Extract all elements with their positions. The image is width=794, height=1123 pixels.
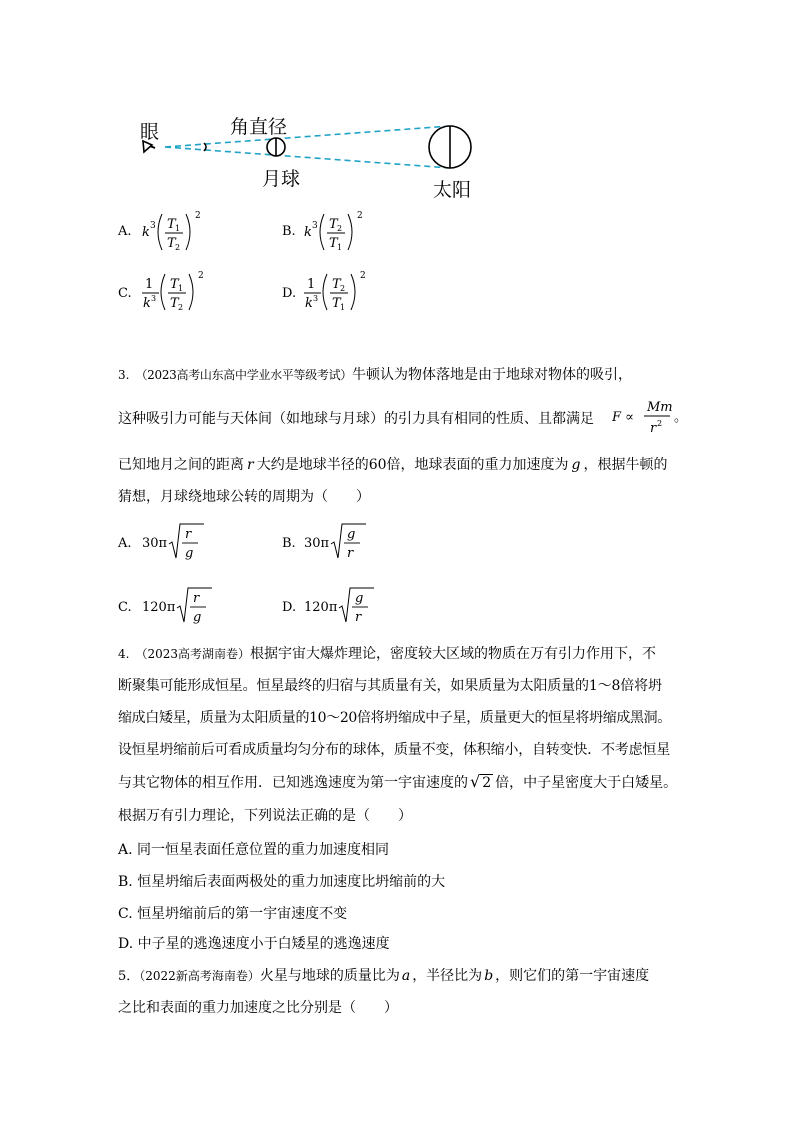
svg-text:3: 3 bbox=[312, 221, 318, 231]
q4-line-6: 根据万有引力理论，下列说法正确的是（ ） bbox=[118, 808, 412, 824]
sun-label: 太阳 bbox=[433, 179, 472, 201]
svg-text:2: 2 bbox=[357, 211, 363, 221]
svg-text:F ∝: F ∝ bbox=[612, 410, 634, 425]
moon-icon bbox=[267, 138, 285, 156]
svg-text:2: 2 bbox=[175, 243, 181, 252]
svg-text:g: g bbox=[193, 610, 202, 625]
angular-diameter-figure bbox=[120, 100, 500, 200]
svg-text:2: 2 bbox=[198, 271, 204, 281]
eye-label: 眼 bbox=[140, 121, 160, 143]
svg-text:120π: 120π bbox=[142, 600, 176, 615]
svg-text:T: T bbox=[332, 296, 341, 311]
option-letter: A. bbox=[118, 224, 132, 239]
svg-text:1: 1 bbox=[307, 277, 316, 292]
svg-text:g: g bbox=[347, 527, 356, 542]
svg-text:1: 1 bbox=[340, 303, 346, 312]
q4-line-1: 4. （2023高考湖南卷）根据宇宙大爆炸理论，密度较大区域的物质在万有引力作用下，不 bbox=[118, 646, 656, 662]
svg-text:g: g bbox=[185, 546, 194, 561]
question-number: 4. bbox=[118, 647, 130, 661]
sight-lines-diagram bbox=[120, 100, 500, 200]
question-number: 3. bbox=[118, 368, 130, 382]
sun-icon bbox=[429, 126, 471, 168]
q4-line-5: 与其它物体的相互作用．已知逃逸速度为第一宇宙速度的 √ 2 倍，中子星密度大于白矮星。 bbox=[118, 772, 678, 791]
q4-option-c[interactable]: C. 恒星坍缩前后的第一宇宙速度不变 bbox=[118, 906, 348, 922]
q3-option-b-formula bbox=[304, 518, 374, 570]
question-source: （2023高考湖南卷） bbox=[135, 647, 250, 661]
q3-line-1: 3. （2023高考山东高中学业水平等级考试）牛顿认为物体落地是由于地球对物体的吸引， bbox=[118, 367, 632, 383]
svg-text:T: T bbox=[329, 217, 338, 232]
svg-text:k: k bbox=[304, 225, 312, 240]
option-letter: C. bbox=[118, 286, 132, 301]
svg-text:3: 3 bbox=[150, 221, 156, 231]
svg-text:T: T bbox=[167, 217, 176, 232]
q3-option-d-formula bbox=[304, 582, 384, 634]
upper-sight-line bbox=[165, 126, 450, 147]
svg-text:k: k bbox=[143, 296, 151, 311]
svg-text:2: 2 bbox=[657, 419, 663, 428]
q3-proportional-formula bbox=[612, 396, 692, 440]
q4-option-d[interactable]: D. 中子星的逃逸速度小于白矮星的逃逸速度 bbox=[118, 936, 390, 952]
q2-option-b-formula bbox=[302, 206, 382, 258]
q4-line-3: 缩成白矮星，质量为太阳质量的10～20倍将坍缩成中子星，质量更大的恒星将坍缩成黑洞。 bbox=[118, 710, 671, 726]
svg-text:1: 1 bbox=[337, 243, 343, 252]
q2-option-a-formula bbox=[140, 206, 220, 258]
q4-option-b[interactable]: B. 恒星坍缩后表面两极处的重力加速度比坍缩前的大 bbox=[118, 874, 446, 890]
svg-text:T: T bbox=[170, 296, 179, 311]
svg-text:30π: 30π bbox=[142, 536, 168, 551]
svg-text:1: 1 bbox=[145, 277, 154, 292]
svg-text:k: k bbox=[305, 296, 313, 311]
svg-text:2: 2 bbox=[178, 303, 184, 312]
q2-option-c-formula bbox=[140, 266, 220, 320]
option-letter: D. bbox=[282, 286, 297, 301]
q4-line-4: 设恒星坍缩前后可看成质量均匀分布的球体，质量不变，体积缩小，自转变快．不考虑恒星 bbox=[118, 742, 670, 758]
question-source: （2023高考山东高中学业水平等级考试） bbox=[135, 368, 352, 382]
svg-text:1: 1 bbox=[175, 224, 181, 233]
q3-line-4: 猜想，月球绕地球公转的周期为（ ） bbox=[118, 489, 370, 505]
svg-text:120π: 120π bbox=[304, 600, 338, 615]
svg-text:r: r bbox=[347, 546, 354, 561]
q4-option-a[interactable]: A. 同一恒星表面任意位置的重力加速度相同 bbox=[118, 842, 390, 858]
svg-text:1: 1 bbox=[178, 284, 184, 293]
svg-text:Mm: Mm bbox=[647, 400, 673, 415]
sqrt-two: √ 2 bbox=[470, 772, 492, 791]
q5-line-1: 5．（2022新高考海南卷）火星与地球的质量比为 a ，半径比为 b ，则它们的第一宇宙速度 bbox=[118, 968, 650, 984]
svg-text:2: 2 bbox=[340, 284, 346, 293]
q5-line-2: 之比和表面的重力加速度之比分别是（ ） bbox=[118, 1000, 398, 1016]
svg-text:r: r bbox=[185, 527, 192, 542]
svg-text:r: r bbox=[355, 610, 362, 625]
svg-text:2: 2 bbox=[360, 271, 366, 281]
svg-text:T: T bbox=[170, 277, 179, 292]
svg-text:T: T bbox=[167, 236, 176, 251]
svg-text:30π: 30π bbox=[304, 536, 330, 551]
angle-arc bbox=[204, 143, 206, 151]
svg-text:g: g bbox=[355, 591, 364, 606]
question-number: 5． bbox=[118, 969, 140, 984]
svg-text:2: 2 bbox=[195, 211, 201, 221]
svg-text:k: k bbox=[142, 225, 150, 240]
q3-line-3: 已知地月之间的距离 r 大约是地球半径的60倍，地球表面的重力加速度为 g ，根据牛顿的 bbox=[118, 457, 668, 473]
q3-option-c-formula bbox=[142, 582, 222, 634]
q3-option-a-formula bbox=[142, 518, 212, 570]
svg-text:r: r bbox=[650, 421, 657, 436]
q3-line-2: 这种吸引力可能与天体间（如地球与月球）的引力具有相同的性质、且都满足 bbox=[118, 411, 594, 427]
svg-text:3: 3 bbox=[313, 294, 319, 303]
moon-label: 月球 bbox=[262, 168, 301, 190]
q2-option-d-formula bbox=[302, 266, 382, 320]
question-source: （2022新高考海南卷） bbox=[139, 969, 260, 983]
svg-text:2: 2 bbox=[337, 224, 343, 233]
q4-line-2: 断聚集可能形成恒星。恒星最终的归宿与其质量有关，如果质量为太阳质量的1～8倍将坍 bbox=[118, 678, 662, 694]
eye-icon bbox=[143, 141, 155, 152]
option-letter: B. bbox=[282, 224, 296, 239]
svg-text:。: 。 bbox=[674, 410, 688, 425]
svg-text:T: T bbox=[329, 236, 338, 251]
svg-text:r: r bbox=[193, 591, 200, 606]
lower-sight-line bbox=[165, 147, 450, 168]
svg-text:3: 3 bbox=[151, 294, 157, 303]
svg-text:T: T bbox=[332, 277, 341, 292]
angle-label: 角直径 bbox=[230, 116, 288, 138]
